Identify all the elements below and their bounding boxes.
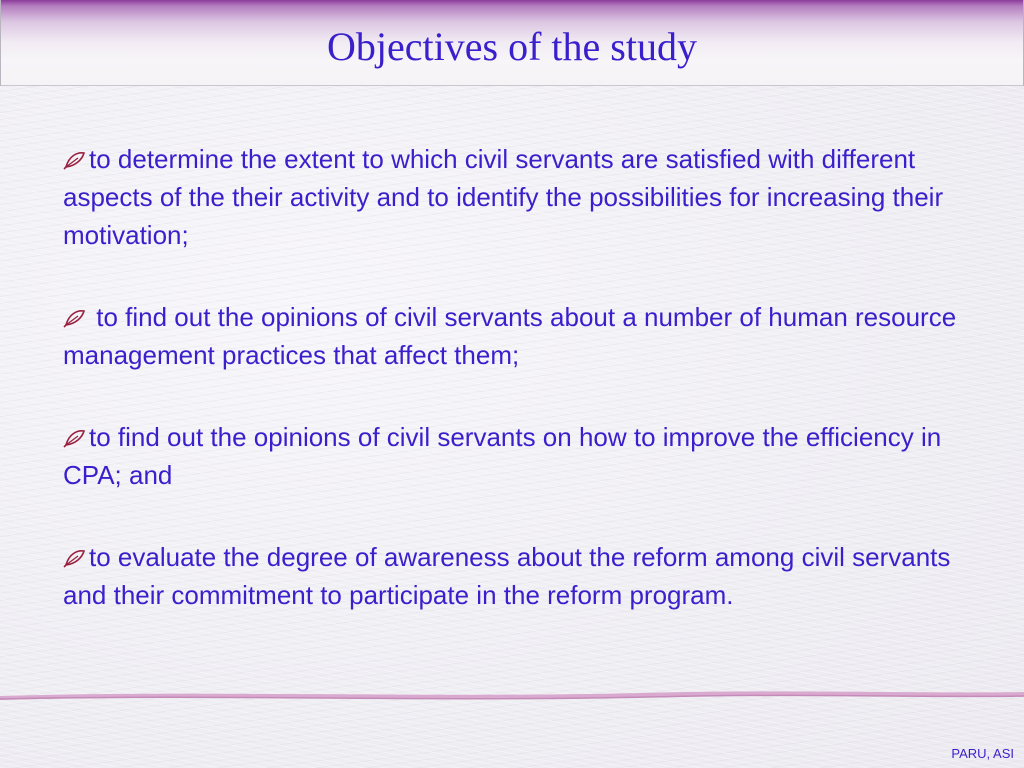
bullet-item-2 <box>63 298 993 374</box>
footer-credit: PARU, ASI <box>951 746 1014 761</box>
bullet-text: to find out the opinions of civil servants about a number of human resource management practices that affect them; <box>63 302 964 370</box>
leaf-pen-icon <box>63 150 87 170</box>
bullet-item-1 <box>63 140 993 254</box>
bullet-item-3 <box>63 418 993 494</box>
decorative-divider <box>0 686 1024 706</box>
bullet-text: to determine the extent to which civil servants are satisfied with different aspects of the their activity and to identify the possibilities for increasing their motivation; <box>63 144 944 250</box>
bullet-item-4 <box>63 538 993 614</box>
title-bar <box>0 0 1024 86</box>
leaf-pen-icon <box>63 308 87 328</box>
leaf-pen-icon <box>63 428 87 448</box>
leaf-pen-icon <box>63 548 87 568</box>
bullet-list <box>63 140 993 658</box>
bullet-text: to find out the opinions of civil servants on how to improve the efficiency in CPA; and <box>63 422 942 490</box>
page-title: Objectives of the study <box>327 24 697 69</box>
bullet-text: to evaluate the degree of awareness about the reform among civil servants and their commitment to participate in the reform program. <box>63 542 951 610</box>
